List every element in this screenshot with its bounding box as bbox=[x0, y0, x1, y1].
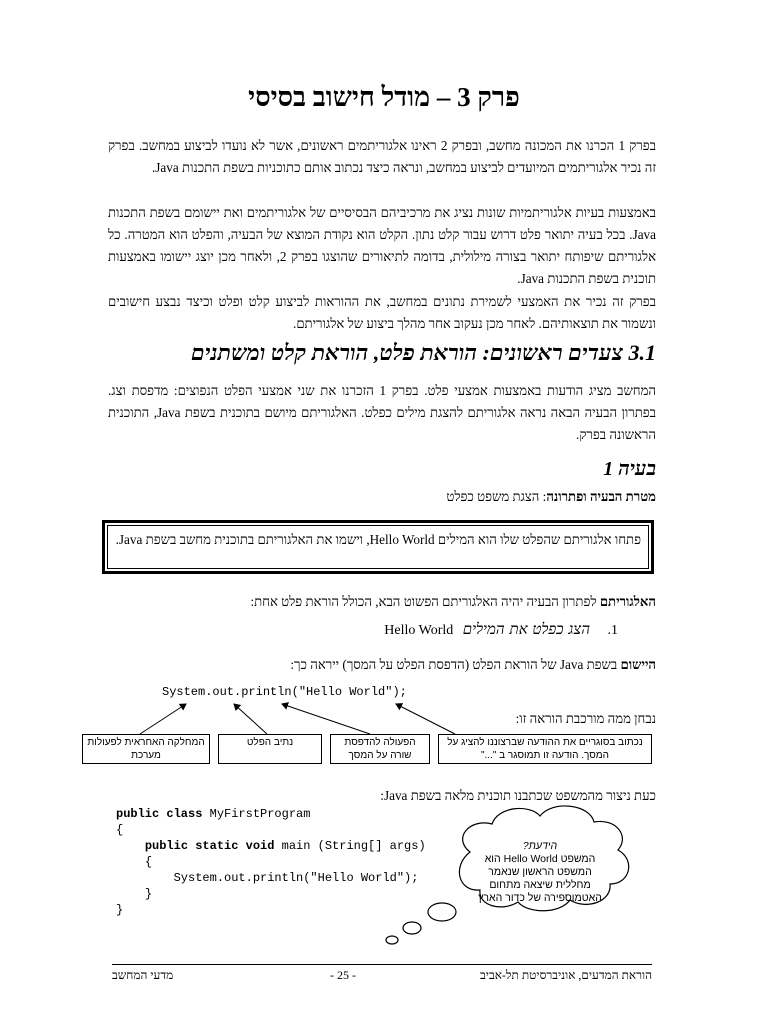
code-line3-keyword: public static void bbox=[144, 839, 275, 853]
footer-right: הוראת המדעים, אוניברסיטת תל-אביב bbox=[480, 968, 652, 982]
code-line6: } bbox=[144, 887, 153, 901]
problem-goal-label: מטרת הבעיה ופתרונה bbox=[546, 489, 656, 504]
cloud-bubble-2 bbox=[403, 922, 421, 934]
problem-box-text: פתחו אלגוריתם שהפלט שלו הוא המילים Hello World, וישמו את האלגוריתם בתוכנית מחשב בשפת Java. bbox=[115, 532, 641, 547]
arrow-message bbox=[396, 704, 455, 734]
cloud-text: המשפט Hello World הוא המשפט הראשון שנאמר מחללית שיצאה מתחום האטמוספירה של כדור הארץ bbox=[478, 853, 602, 904]
println-code: System.out.println("Hello World"); bbox=[162, 685, 407, 699]
cloud-bubble-3 bbox=[386, 936, 398, 944]
footer-divider bbox=[112, 964, 652, 965]
composition-text: נבחן ממה מורכבת הוראה זו: bbox=[515, 711, 656, 726]
annotation-system: המחלקה האחראית לפעולות מערכת bbox=[82, 734, 210, 764]
code-line3-rest: main (String[] args) bbox=[274, 839, 426, 853]
section-title: 3.1 צעדים ראשונים: הוראת פלט, הוראת קלט ומשתנים bbox=[191, 340, 656, 365]
code-line4: { bbox=[144, 855, 153, 869]
algorithm-step-handwritten: הצג כפלט את המילים bbox=[462, 620, 590, 638]
arrow-out bbox=[234, 704, 267, 734]
java-program bbox=[116, 806, 426, 918]
cloud-note bbox=[478, 840, 602, 905]
problem-title: בעיה 1 bbox=[603, 458, 656, 480]
section-paragraph: המחשב מציג הודעות באמצעות אמצעי פלט. בפרק 1 הזכרנו את שני אמצעי הפלט הנפוצים: מדפסת וצג. בפתרון הבעיה הבאה נראה אלגוריתם להצגת מילים כפלט. האלגוריתם מיושם בתוכנית בשפת Java, התוכנית הראשונה בפרק. bbox=[108, 383, 656, 442]
footer-page-number: - 25 - bbox=[330, 968, 356, 982]
implementation-label: היישום bbox=[620, 657, 656, 672]
implementation-text: בשפת Java של הוראת הפלט (הדפסת הפלט על המסך) ייראה כך: bbox=[290, 657, 621, 672]
code-line2: { bbox=[116, 823, 124, 837]
page-title: פרק 3 – מודל חישוב בסיסי bbox=[248, 82, 520, 112]
arrow-system bbox=[140, 704, 186, 734]
full-program-intro: כעת ניצור מהמשפט שכתבנו תוכנית מלאה בשפת Java: bbox=[380, 788, 656, 803]
annotation-message: נכתוב בסוגריים את ההודעה שברצוננו להציג על המסך. הודעה זו תמוסגר ב "..." bbox=[438, 734, 652, 764]
algorithm-step-number: 1. bbox=[607, 623, 618, 638]
problem-goal-text: : הצגת משפט כפלט bbox=[446, 489, 547, 504]
arrow-println bbox=[282, 704, 370, 734]
annotation-println: הפעולה להדפסת שורה על המסך bbox=[330, 734, 430, 764]
intro-paragraph-2: באמצעות בעיות אלגוריתמיות שונות נציג את מרכיביהם הבסיסיים של אלגוריתמים ואת יישומם בשפת התכנות Java. בכל בעיה יתואר פלט דרוש עבור קלט נתון. הקלט הוא נקודת המוצא של הבעיה, והפלט הוא המטרה. כל אלגוריתם שיפותח יתואר בצורה מילולית, בדומה לתיאורים שהוצגו בפרק 2, ולאחר מכן יוצג יישומו באמצעות תוכנית בשפת התכנות Java. bbox=[108, 205, 656, 286]
algorithm-step-value: Hello World bbox=[384, 623, 454, 638]
code-line1-keyword: public class bbox=[116, 807, 203, 821]
cloud-title: הידעת? bbox=[522, 840, 558, 852]
code-line7: } bbox=[116, 903, 124, 917]
algorithm-label: האלגוריתם bbox=[599, 594, 656, 609]
intro-paragraph-3: בפרק זה נכיר את האמצעי לשמירת נתונים במחשב, את ההוראות לביצוע קלט ופלט וכיצד נבצע חישובים ונשמור את תוצאותיהם. לאחר מכן נעקוב אחר מהלך ביצוע של אלגוריתם. bbox=[108, 294, 656, 331]
annotation-out: נתיב הפלט bbox=[218, 734, 322, 764]
algorithm-text: לפתרון הבעיה יהיה האלגוריתם הפשוט הבא, הכולל הוראת פלט אחת: bbox=[250, 594, 600, 609]
footer-left: מדעי המחשב bbox=[112, 968, 174, 982]
code-line5: System.out.println("Hello World"); bbox=[173, 871, 419, 885]
code-line1-rest: MyFirstProgram bbox=[202, 807, 311, 821]
cloud-bubble-1 bbox=[428, 903, 456, 921]
intro-paragraph-1: בפרק 1 הכרנו את המכונה מחשב, ובפרק 2 ראינו אלגוריתמים ראשונים, אשר לא נועדו לביצוע במחשב. בפרק זה נכיר אלגוריתמים המיועדים לביצוע במחשב, ונראה כיצד נכתוב אותם כתוכניות בשפת התכנות Java. bbox=[108, 138, 656, 175]
